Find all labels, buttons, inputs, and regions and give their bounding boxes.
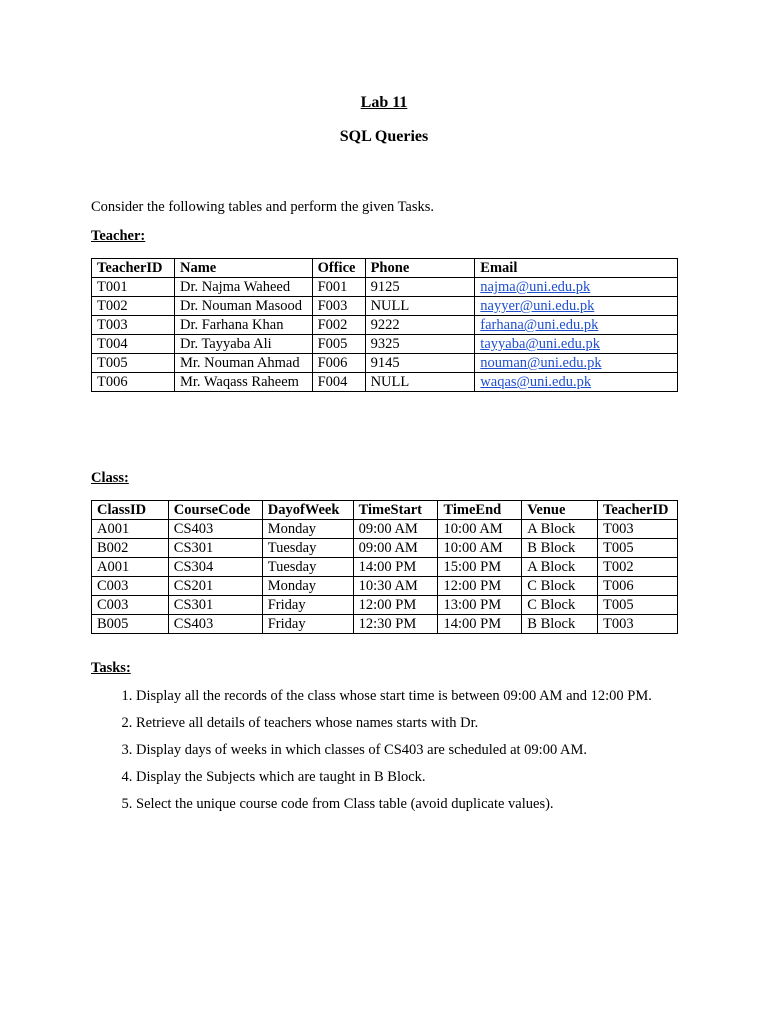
teacher-table-header-row: [92, 259, 678, 278]
table-row: [92, 316, 678, 335]
column-header: TeacherID: [597, 501, 677, 520]
table-cell: 09:00 AM: [353, 520, 438, 539]
table-row: [92, 354, 678, 373]
teacher-email-cell: [475, 335, 678, 354]
teacher-name: Dr. Farhana Khan: [174, 316, 312, 335]
teacher-id: T005: [92, 354, 175, 373]
table-row: [92, 373, 678, 392]
teacher-name: Dr. Nouman Masood: [174, 297, 312, 316]
table-row: [92, 297, 678, 316]
class-heading: Class:: [91, 470, 129, 486]
table-cell: 10:30 AM: [353, 577, 438, 596]
table-cell: CS201: [168, 577, 262, 596]
table-row: [92, 615, 678, 634]
table-cell: C Block: [522, 577, 598, 596]
teacher-email-cell: [475, 278, 678, 297]
list-item: 1. Display all the records of the class whose start time is between 09:00 AM and 12:00 PM.: [136, 688, 652, 715]
email-link[interactable]: nayyer@uni.edu.pk: [480, 298, 595, 314]
column-header: DayofWeek: [262, 501, 353, 520]
teacher-name: Dr. Najma Waheed: [174, 278, 312, 297]
table-cell: 14:00 PM: [353, 558, 438, 577]
lab-title: Lab 11: [360, 94, 408, 111]
teacher-table: [91, 258, 678, 392]
page-subtitle: SQL Queries: [339, 128, 429, 145]
table-cell: 10:00 AM: [438, 520, 522, 539]
table-cell: B005: [92, 615, 169, 634]
table-cell: 09:00 AM: [353, 539, 438, 558]
teacher-name: Dr. Tayyaba Ali: [174, 335, 312, 354]
table-cell: CS304: [168, 558, 262, 577]
table-cell: T003: [597, 520, 677, 539]
list-item: 4. Display the Subjects which are taught in B Block.: [136, 769, 652, 796]
teacher-id: T006: [92, 373, 175, 392]
table-cell: A Block: [522, 558, 598, 577]
teacher-id: T004: [92, 335, 175, 354]
table-cell: 12:00 PM: [438, 577, 522, 596]
list-item: 3. Display days of weeks in which classes of CS403 are scheduled at 09:00 AM.: [136, 742, 652, 769]
teacher-id: T001: [92, 278, 175, 297]
tasks-heading: Tasks:: [91, 660, 131, 676]
table-cell: A001: [92, 558, 169, 577]
teacher-name: Mr. Nouman Ahmad: [174, 354, 312, 373]
list-item: 5. Select the unique course code from Class table (avoid duplicate values).: [136, 796, 652, 823]
teacher-office: F002: [312, 316, 365, 335]
column-header: Email: [475, 259, 678, 278]
column-header: CourseCode: [168, 501, 262, 520]
table-cell: A Block: [522, 520, 598, 539]
table-cell: CS403: [168, 615, 262, 634]
teacher-office: F006: [312, 354, 365, 373]
intro-text: Consider the following tables and perform the given Tasks.: [91, 199, 435, 215]
teacher-office: F004: [312, 373, 365, 392]
email-link[interactable]: najma@uni.edu.pk: [480, 279, 591, 295]
class-table-header-row: [92, 501, 678, 520]
teacher-id: T003: [92, 316, 175, 335]
column-header: TeacherID: [92, 259, 175, 278]
teacher-email-cell: [475, 297, 678, 316]
table-cell: Tuesday: [262, 558, 353, 577]
table-row: [92, 558, 678, 577]
teacher-phone: 9145: [365, 354, 475, 373]
column-header: Phone: [365, 259, 475, 278]
table-cell: Tuesday: [262, 539, 353, 558]
column-header: Office: [312, 259, 365, 278]
table-row: [92, 278, 678, 297]
table-cell: A001: [92, 520, 169, 539]
table-cell: CS403: [168, 520, 262, 539]
teacher-email-cell: [475, 316, 678, 335]
table-cell: 10:00 AM: [438, 539, 522, 558]
table-cell: B Block: [522, 615, 598, 634]
column-header: ClassID: [92, 501, 169, 520]
table-row: [92, 577, 678, 596]
teacher-phone: NULL: [365, 297, 475, 316]
table-row: [92, 335, 678, 354]
table-cell: Monday: [262, 520, 353, 539]
column-header: TimeEnd: [438, 501, 522, 520]
teacher-phone: 9125: [365, 278, 475, 297]
teacher-office: F003: [312, 297, 365, 316]
table-cell: 13:00 PM: [438, 596, 522, 615]
table-cell: C003: [92, 596, 169, 615]
column-header: TimeStart: [353, 501, 438, 520]
table-cell: T006: [597, 577, 677, 596]
table-cell: T005: [597, 596, 677, 615]
email-link[interactable]: nouman@uni.edu.pk: [480, 355, 602, 371]
table-cell: 12:30 PM: [353, 615, 438, 634]
table-cell: C003: [92, 577, 169, 596]
table-cell: B Block: [522, 539, 598, 558]
table-row: [92, 596, 678, 615]
table-cell: C Block: [522, 596, 598, 615]
table-cell: 12:00 PM: [353, 596, 438, 615]
teacher-phone: 9325: [365, 335, 475, 354]
teacher-phone: NULL: [365, 373, 475, 392]
table-cell: CS301: [168, 539, 262, 558]
tasks-list: [91, 688, 652, 823]
table-cell: T005: [597, 539, 677, 558]
table-cell: Monday: [262, 577, 353, 596]
teacher-email-cell: [475, 373, 678, 392]
teacher-office: F001: [312, 278, 365, 297]
teacher-email-cell: [475, 354, 678, 373]
table-cell: Friday: [262, 596, 353, 615]
teacher-heading: Teacher:: [91, 228, 146, 244]
column-header: Venue: [522, 501, 598, 520]
table-cell: CS301: [168, 596, 262, 615]
class-table: [91, 500, 678, 634]
email-link[interactable]: waqas@uni.edu.pk: [480, 374, 592, 390]
teacher-phone: 9222: [365, 316, 475, 335]
table-cell: T003: [597, 615, 677, 634]
teacher-office: F005: [312, 335, 365, 354]
teacher-id: T002: [92, 297, 175, 316]
column-header: Name: [174, 259, 312, 278]
email-link[interactable]: tayyaba@uni.edu.pk: [480, 336, 600, 352]
table-row: [92, 520, 678, 539]
table-cell: T002: [597, 558, 677, 577]
email-link[interactable]: farhana@uni.edu.pk: [480, 317, 599, 333]
table-cell: 14:00 PM: [438, 615, 522, 634]
table-cell: B002: [92, 539, 169, 558]
list-item: 2. Retrieve all details of teachers whose names starts with Dr.: [136, 715, 652, 742]
table-row: [92, 539, 678, 558]
table-cell: Friday: [262, 615, 353, 634]
table-cell: 15:00 PM: [438, 558, 522, 577]
teacher-name: Mr. Waqass Raheem: [174, 373, 312, 392]
